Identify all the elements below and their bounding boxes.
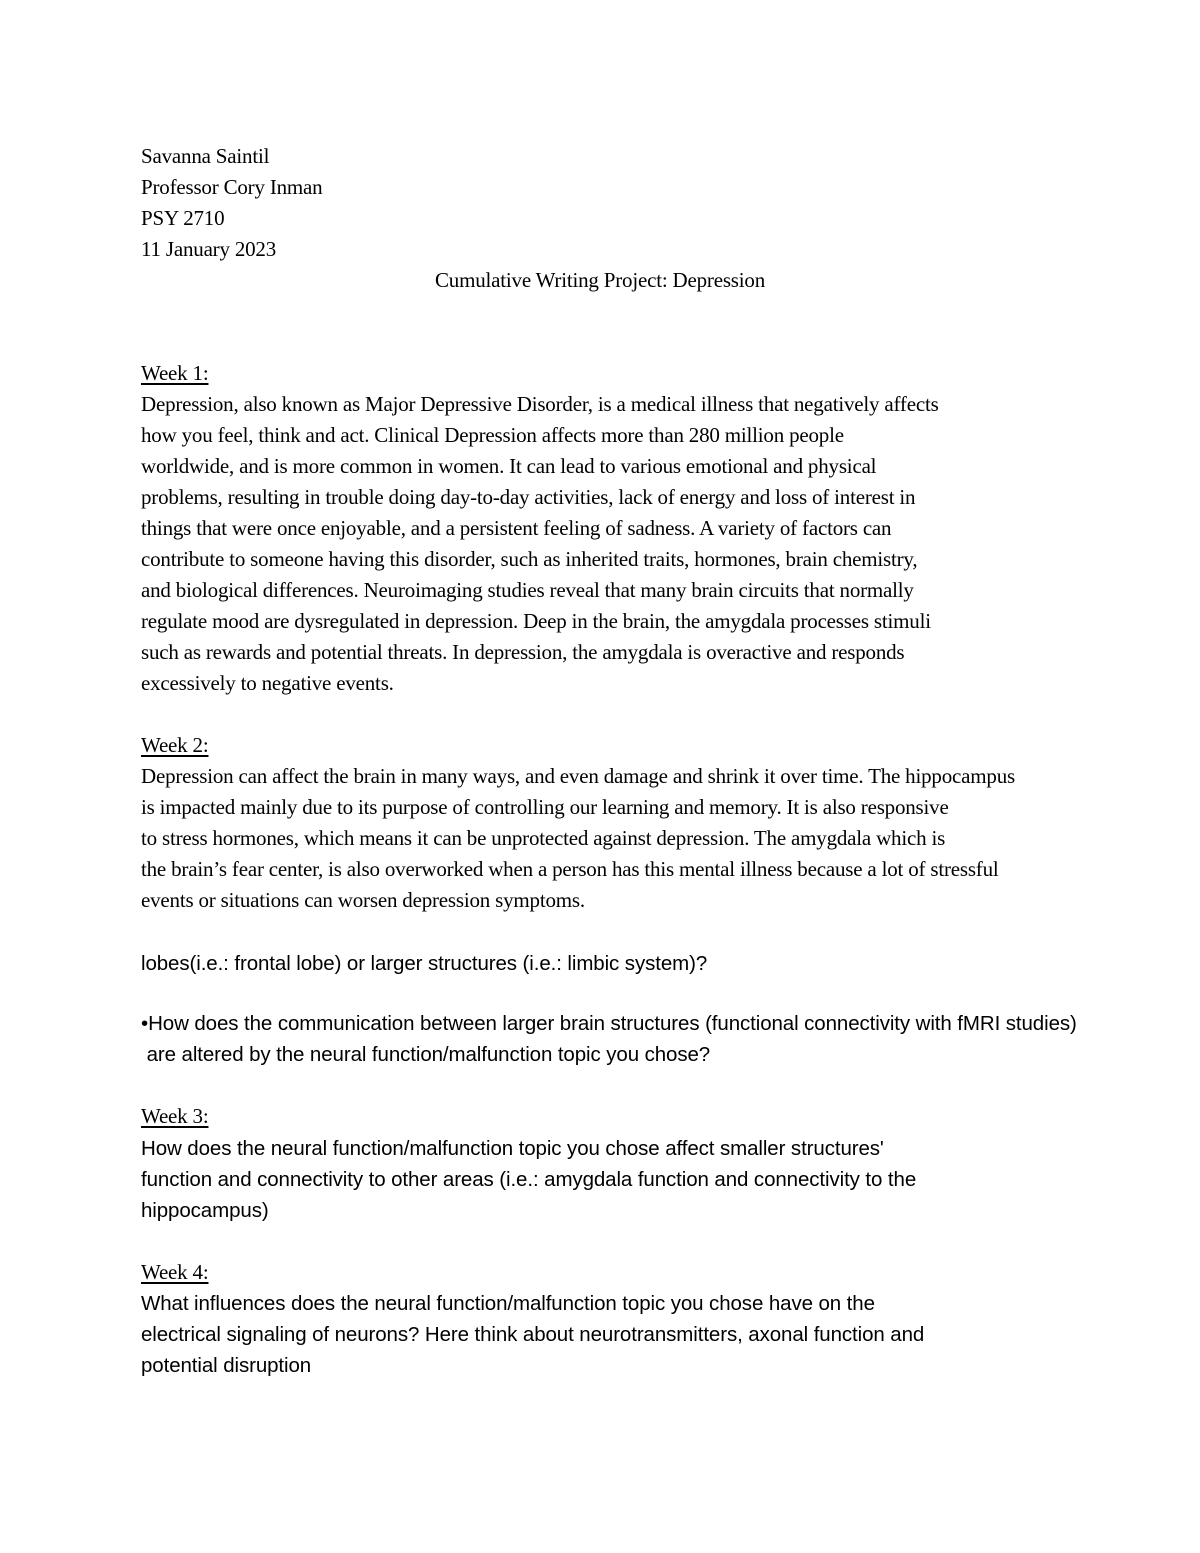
week-3-paragraph-line: hippocampus) xyxy=(141,1199,269,1222)
week-3-heading: Week 3: xyxy=(141,1104,209,1128)
week-4-paragraph-line: electrical signaling of neurons? Here think about neurotransmitters, axonal function and xyxy=(141,1323,925,1346)
week-2-heading: Week 2: xyxy=(141,733,209,757)
week-1-paragraph-line: contribute to someone having this disorder, such as inherited traits, hormones, brain chemistry, xyxy=(141,547,918,571)
week-1-paragraph-line: things that were once enjoyable, and a persistent feeling of sadness. A variety of factors can xyxy=(141,516,892,540)
week-1-heading: Week 1: xyxy=(141,361,209,385)
week-2-paragraph-line: to stress hormones, which means it can be unprotected against depression. The amygdala which is xyxy=(141,826,946,850)
week-2-paragraph-line: Depression can affect the brain in many ways, and even damage and shrink it over time. The hippocampus xyxy=(141,764,1015,788)
week-2-paragraph-line: the brain’s fear center, is also overworked when a person has this mental illness because a lot of stressful xyxy=(141,857,999,881)
week-4-heading: Week 4: xyxy=(141,1260,209,1284)
week-2-paragraph-line: events or situations can worsen depression symptoms. xyxy=(141,888,585,912)
professor-name: Professor Cory Inman xyxy=(141,175,323,199)
week-2-bullet-line: •How does the communication between larger brain structures (functional connectivity with fMRI studies) xyxy=(141,1012,1077,1035)
week-1-paragraph-line: regulate mood are dysregulated in depression. Deep in the brain, the amygdala processes stimuli xyxy=(141,609,931,633)
week-1-paragraph-line: and biological differences. Neuroimaging studies reveal that many brain circuits that normally xyxy=(141,578,914,602)
week-1-paragraph-line: problems, resulting in trouble doing day-to-day activities, lack of energy and loss of interest in xyxy=(141,485,916,509)
document-title: Cumulative Writing Project: Depression xyxy=(434,268,766,292)
week-2-prompt-line: lobes(i.e.: frontal lobe) or larger structures (i.e.: limbic system)? xyxy=(141,952,708,975)
week-1-paragraph-line: such as rewards and potential threats. In depression, the amygdala is overactive and responds xyxy=(141,640,905,664)
author-name: Savanna Saintil xyxy=(141,144,270,168)
week-1-paragraph-line: excessively to negative events. xyxy=(141,671,394,695)
week-2-paragraph-line: is impacted mainly due to its purpose of controlling our learning and memory. It is also responsive xyxy=(141,795,949,819)
week-1-paragraph-line: Depression, also known as Major Depressive Disorder, is a medical illness that negatively affects xyxy=(141,392,939,416)
course-code: PSY 2710 xyxy=(141,206,225,230)
week-1-paragraph-line: how you feel, think and act. Clinical Depression affects more than 280 million people xyxy=(141,423,844,447)
week-2-bullet-line: are altered by the neural function/malfunction topic you chose? xyxy=(141,1043,711,1066)
document-date: 11 January 2023 xyxy=(141,237,277,261)
week-4-paragraph-line: potential disruption xyxy=(141,1354,312,1377)
week-1-paragraph-line: worldwide, and is more common in women. It can lead to various emotional and physical xyxy=(141,454,877,478)
week-4-paragraph-line: What influences does the neural function/malfunction topic you chose have on the xyxy=(141,1292,875,1315)
week-3-paragraph-line: function and connectivity to other areas (i.e.: amygdala function and connectivity to the xyxy=(141,1168,917,1191)
week-3-paragraph-line: How does the neural function/malfunction topic you chose affect smaller structures' xyxy=(141,1137,884,1160)
